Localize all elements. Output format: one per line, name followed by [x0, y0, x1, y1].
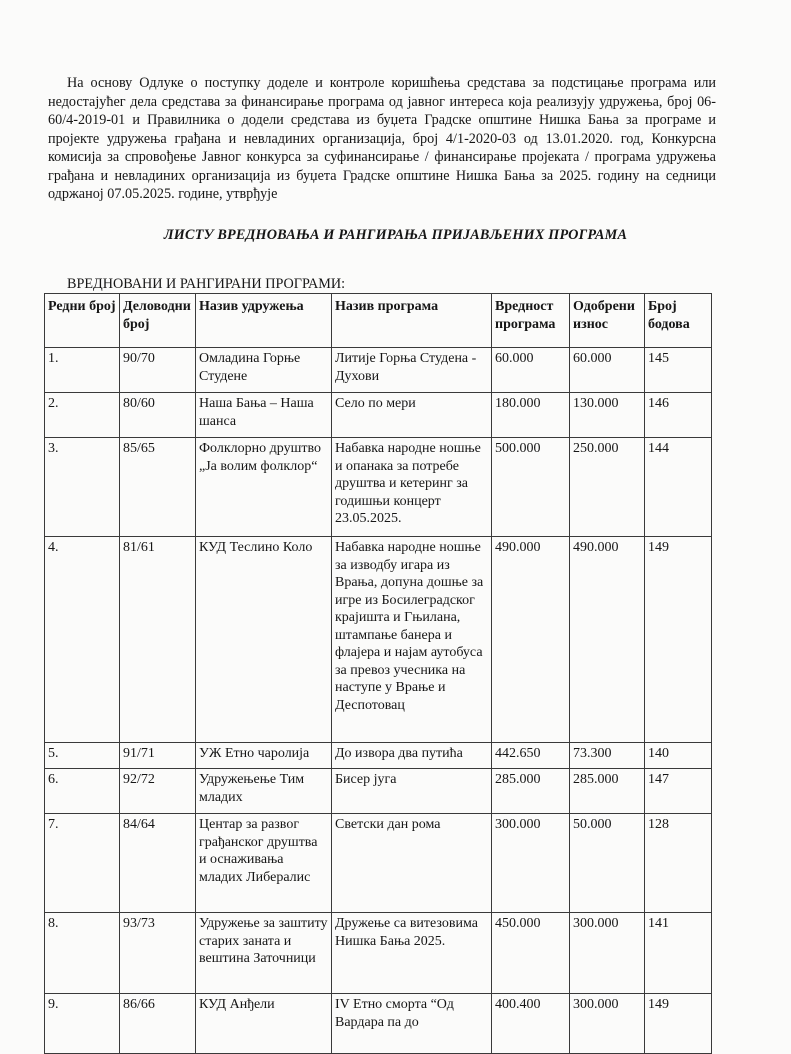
cell-reference: 86/66	[120, 994, 196, 1054]
cell-approved: 490.000	[570, 537, 645, 743]
cell-value: 400.400	[492, 994, 570, 1054]
cell-approved: 285.000	[570, 769, 645, 814]
cell-approved: 130.000	[570, 393, 645, 438]
cell-reference: 80/60	[120, 393, 196, 438]
cell-value: 450.000	[492, 913, 570, 994]
col-header-association: Назив удружења	[196, 294, 332, 348]
cell-ordinal: 6.	[45, 769, 120, 814]
cell-program: IV Етно сморта “Од Вардара па до	[332, 994, 492, 1054]
col-header-points: Број бодова	[645, 294, 712, 348]
cell-points: 147	[645, 769, 712, 814]
cell-program: Светски дан рома	[332, 814, 492, 913]
cell-points: 140	[645, 743, 712, 769]
cell-value: 180.000	[492, 393, 570, 438]
cell-points: 149	[645, 994, 712, 1054]
cell-association: Удружењење Тим младих	[196, 769, 332, 814]
cell-program: Литије Горња Студена - Духови	[332, 348, 492, 393]
cell-value: 285.000	[492, 769, 570, 814]
ranking-table	[44, 293, 712, 1054]
cell-ordinal: 4.	[45, 537, 120, 743]
col-header-ordinal: Редни број	[45, 294, 120, 348]
cell-reference: 84/64	[120, 814, 196, 913]
cell-approved: 50.000	[570, 814, 645, 913]
table-header-row	[45, 294, 712, 348]
cell-association: Наша Бања – Наша шанса	[196, 393, 332, 438]
table-row	[45, 393, 712, 438]
cell-program: Село по мери	[332, 393, 492, 438]
cell-reference: 91/71	[120, 743, 196, 769]
cell-value: 60.000	[492, 348, 570, 393]
cell-ordinal: 9.	[45, 994, 120, 1054]
cell-points: 144	[645, 438, 712, 537]
cell-program: Набавка народне ношње и опанака за потребе друштва и кетеринг за годишњи концерт 23.05.2025.	[332, 438, 492, 537]
table-row	[45, 537, 712, 743]
cell-value: 442.650	[492, 743, 570, 769]
cell-ordinal: 2.	[45, 393, 120, 438]
table-row	[45, 814, 712, 913]
cell-association: КУД Теслино Коло	[196, 537, 332, 743]
cell-program: Дружење са витезовима Нишка Бања 2025.	[332, 913, 492, 994]
cell-points: 141	[645, 913, 712, 994]
cell-ordinal: 8.	[45, 913, 120, 994]
cell-points: 128	[645, 814, 712, 913]
col-header-value: Вредност програма	[492, 294, 570, 348]
cell-association: Центар за развог грађанског друштва и оснаживања младих Либералис	[196, 814, 332, 913]
cell-approved: 60.000	[570, 348, 645, 393]
cell-ordinal: 1.	[45, 348, 120, 393]
cell-reference: 93/73	[120, 913, 196, 994]
cell-approved: 300.000	[570, 994, 645, 1054]
cell-program: Бисер југа	[332, 769, 492, 814]
cell-program: До извора два путића	[332, 743, 492, 769]
col-header-reference: Деловодни број	[120, 294, 196, 348]
table-row	[45, 438, 712, 537]
cell-association: Омладина Горње Студене	[196, 348, 332, 393]
cell-program: Набавка народне ношње за изводбу игара из Врања, допуна дошње за игре из Босилеградског крајишта и Гњилана, штампање банера и флајера и најам аутобуса за превоз учесника на наступе у Врање и Деспотовац	[332, 537, 492, 743]
table-row	[45, 348, 712, 393]
cell-points: 145	[645, 348, 712, 393]
cell-points: 149	[645, 537, 712, 743]
cell-reference: 85/65	[120, 438, 196, 537]
cell-reference: 81/61	[120, 537, 196, 743]
cell-reference: 90/70	[120, 348, 196, 393]
cell-association: Фолклорно друштво „Ја волим фолклор“	[196, 438, 332, 537]
cell-value: 490.000	[492, 537, 570, 743]
cell-value: 300.000	[492, 814, 570, 913]
col-header-program: Назив програма	[332, 294, 492, 348]
col-header-approved: Одобрени износ	[570, 294, 645, 348]
table-caption: ВРЕДНОВАНИ И РАНГИРАНИ ПРОГРАМИ:	[67, 276, 346, 292]
cell-approved: 250.000	[570, 438, 645, 537]
cell-association: УЖ Етно чаролија	[196, 743, 332, 769]
table-row	[45, 743, 712, 769]
intro-paragraph: На основу Одлуке о поступку доделе и контроле коришћења средстава за подстицање програма или недостајућег дела средстава за финансирање програма од јавног интереса која реализују удружења, број 06-60/4-2019-01 и Правилника о додели средстава из буџета Градске општине Нишка Бања за програме и пројекте удружења грађана и невладиних организација, број 4/1-2020-03 од 13.01.2020. год, Конкурсна комисија за спровођење Јавног конкурса за суфинансирање / финансирање пројеката / програма удружења грађана и невладиних организација из буџета Градске општине Нишка Бања за 2025. годину на седници одржаној 07.05.2025. године, утврђује	[48, 75, 716, 202]
cell-association: Удружење за заштиту старих заната и вештина Заточници	[196, 913, 332, 994]
cell-approved: 300.000	[570, 913, 645, 994]
cell-points: 146	[645, 393, 712, 438]
cell-association: КУД Анђели	[196, 994, 332, 1054]
table-row	[45, 769, 712, 814]
cell-ordinal: 7.	[45, 814, 120, 913]
cell-ordinal: 5.	[45, 743, 120, 769]
cell-value: 500.000	[492, 438, 570, 537]
cell-ordinal: 3.	[45, 438, 120, 537]
cell-reference: 92/72	[120, 769, 196, 814]
document-title: ЛИСТУ ВРЕДНОВАЊА И РАНГИРАЊА ПРИЈАВЉЕНИХ ПРОГРАМА	[163, 227, 628, 243]
cell-approved: 73.300	[570, 743, 645, 769]
table-row	[45, 913, 712, 994]
